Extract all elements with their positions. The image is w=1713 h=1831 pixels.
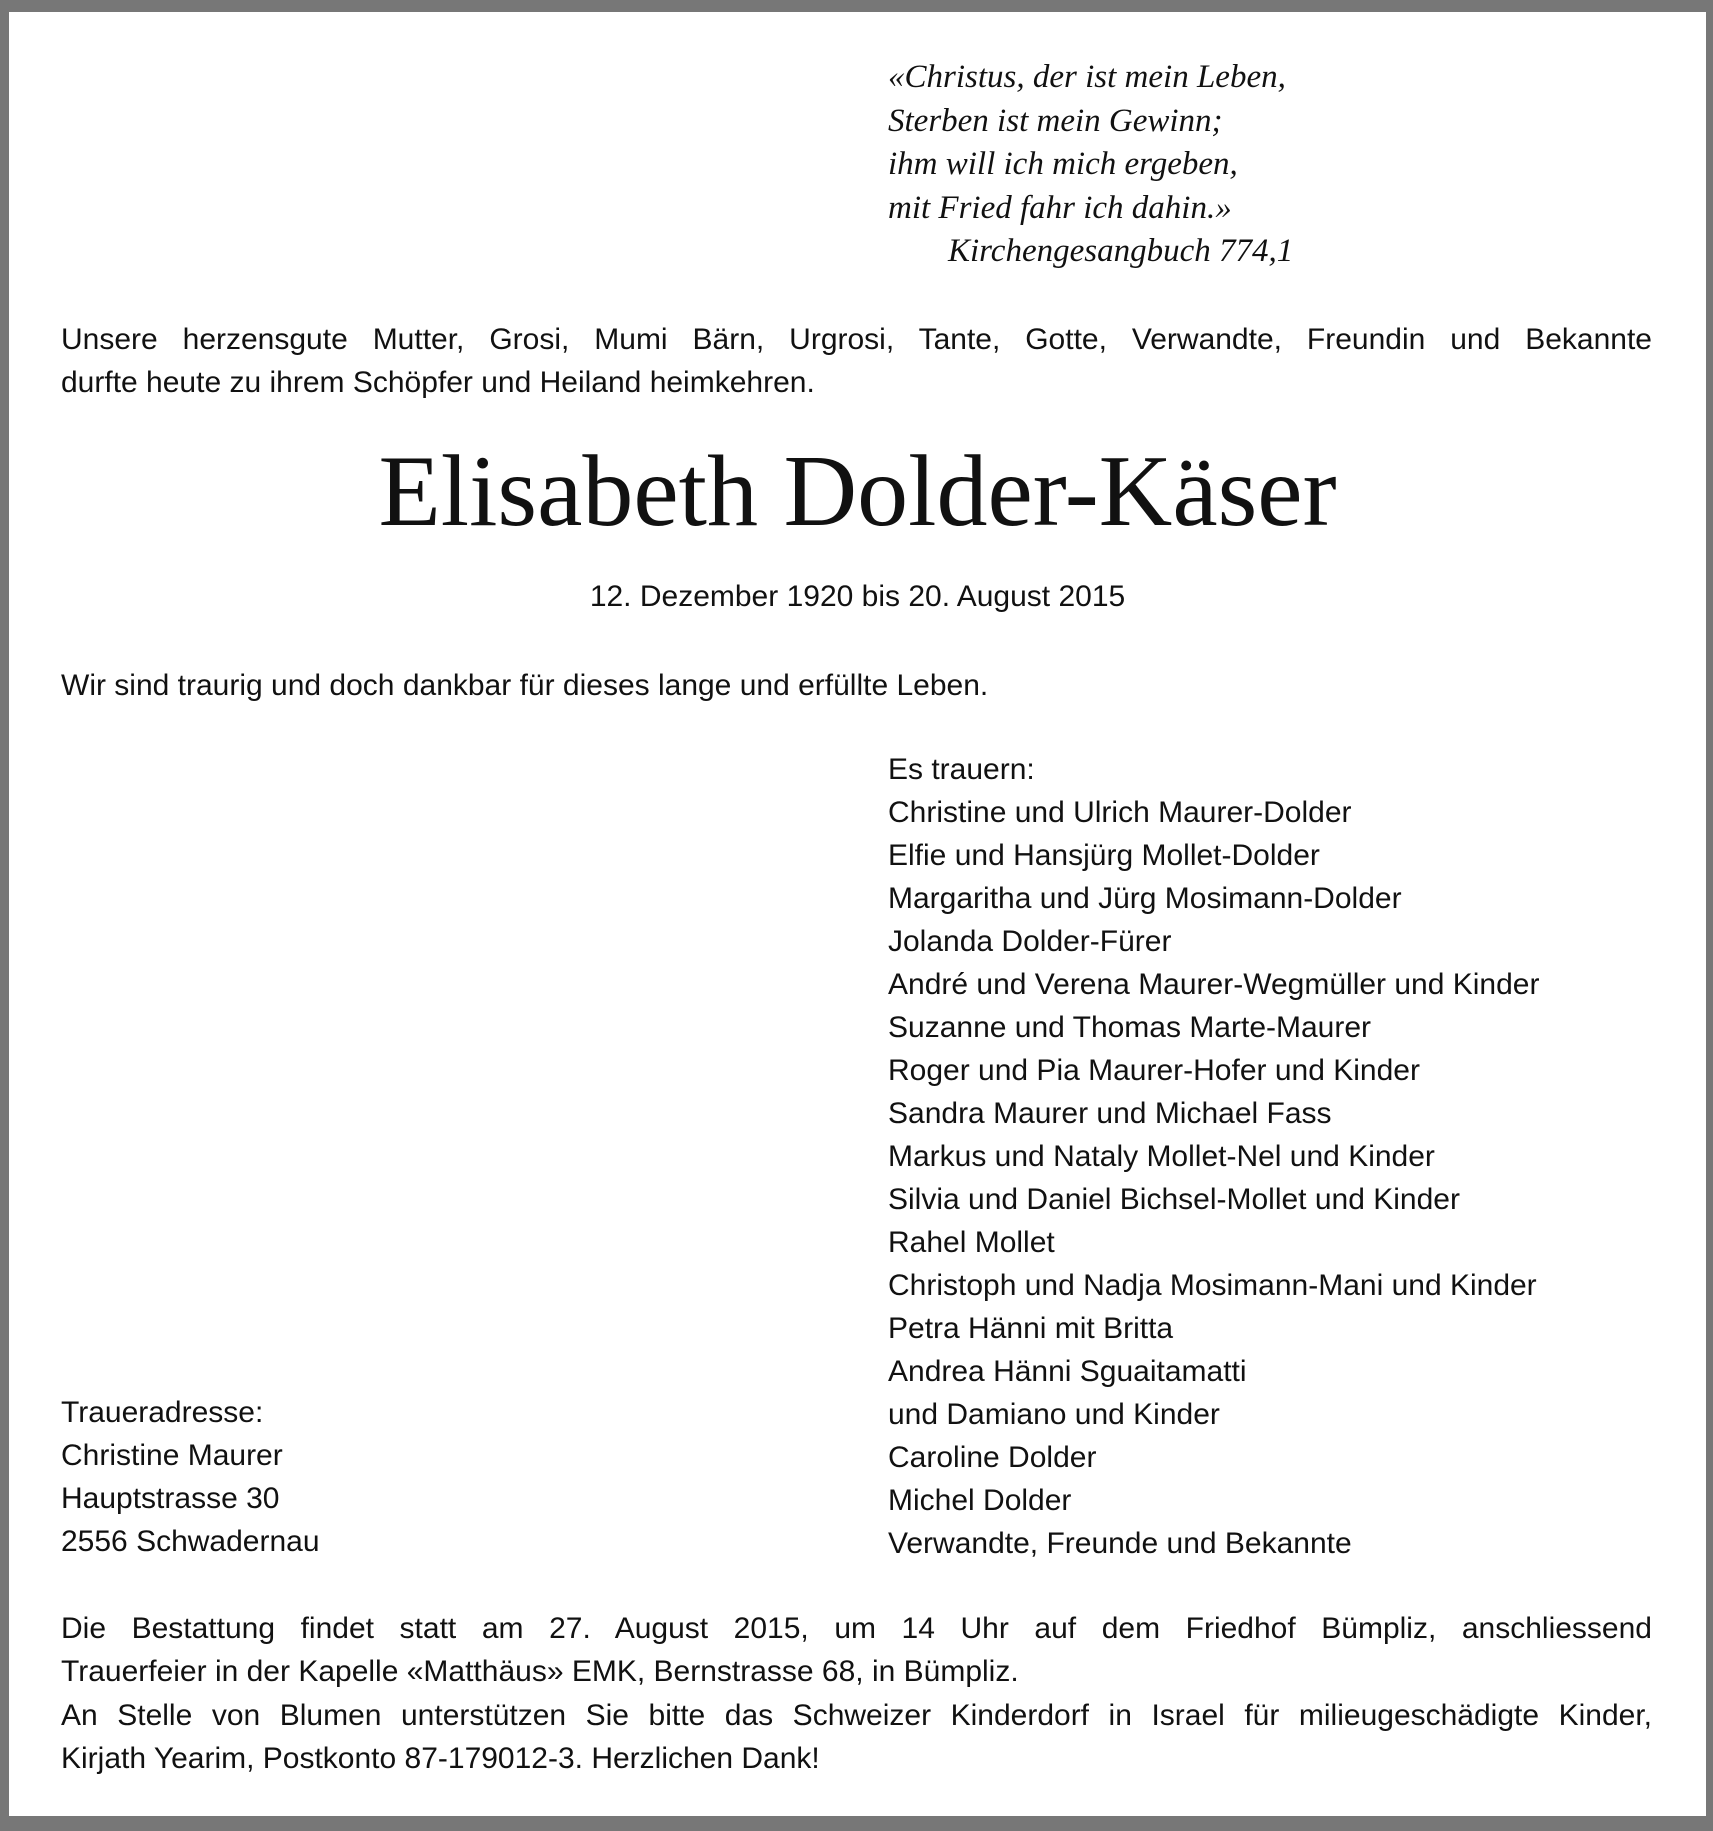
mourner-name: Rahel Mollet — [888, 1226, 1055, 1259]
donation-info — [61, 1694, 1652, 1780]
mourning-address — [61, 1391, 320, 1563]
mourners-list — [888, 748, 1539, 1565]
intro-paragraph — [61, 318, 1652, 404]
mourner-name: Margaritha und Jürg Mosimann-Dolder — [888, 882, 1402, 915]
quote-line: «Christus, der ist mein Leben, — [888, 59, 1286, 95]
deceased-name: Elisabeth Dolder-Käser — [378, 435, 1337, 548]
donation-line: An Stelle von Blumen unterstützen Sie bitte das Schweizer Kinderdorf in Israel für milieugeschädigte Kinder, — [61, 1699, 1652, 1732]
mourner-name: Christoph und Nadja Mosimann-Mani und Kinder — [888, 1269, 1537, 1302]
mourner-name: André und Verena Maurer-Wegmüller und Kinder — [888, 968, 1540, 1001]
quote-line: mit Fried fahr ich dahin.» — [888, 189, 1232, 226]
mourner-name: Christine und Ulrich Maurer-Dolder — [888, 796, 1352, 829]
mourner-name: Verwandte, Freunde und Bekannte — [888, 1527, 1352, 1560]
mourner-name: und Damiano und Kinder — [888, 1398, 1220, 1431]
intro-line: durfte heute zu ihrem Schöpfer und Heiland heimkehren. — [61, 366, 815, 399]
mourner-name: Sandra Maurer und Michael Fass — [888, 1097, 1332, 1130]
obituary-page — [9, 12, 1706, 1816]
mourner-name: Markus und Nataly Mollet-Nel und Kinder — [888, 1140, 1435, 1173]
mourner-name: Michel Dolder — [888, 1484, 1072, 1517]
bible-quote — [888, 56, 1293, 274]
address-street: Hauptstrasse 30 — [61, 1482, 280, 1515]
mourner-name: Elfie und Hansjürg Mollet-Dolder — [888, 839, 1320, 872]
funeral-info — [61, 1607, 1652, 1693]
mourner-name: Petra Hänni mit Britta — [888, 1312, 1174, 1345]
mourners-heading: Es trauern: — [888, 753, 1035, 786]
quote-line: ihm will ich mich ergeben, — [888, 146, 1238, 182]
address-city: 2556 Schwadernau — [61, 1525, 320, 1558]
mourner-name: Caroline Dolder — [888, 1441, 1097, 1474]
funeral-line: Die Bestattung findet statt am 27. August 2015, um 14 Uhr auf dem Friedhof Bümpliz, anschliessend — [61, 1612, 1652, 1645]
intro-line: Unsere herzensgute Mutter, Grosi, Mumi Bärn, Urgrosi, Tante, Gotte, Verwandte, Freundin und Bekannte — [61, 323, 1652, 356]
donation-line: Kirjath Yearim, Postkonto 87-179012-3. Herzlichen Dank! — [61, 1742, 820, 1775]
address-name: Christine Maurer — [61, 1439, 283, 1472]
quote-line: Sterben ist mein Gewinn; — [888, 102, 1223, 139]
mourner-name: Roger und Pia Maurer-Hofer und Kinder — [888, 1054, 1420, 1087]
thanks-line: Wir sind traurig und doch dankbar für dieses lange und erfüllte Leben. — [61, 669, 989, 702]
mourner-name: Andrea Hänni Sguaitamatti — [888, 1355, 1247, 1388]
funeral-line: Trauerfeier in der Kapelle «Matthäus» EMK, Bernstrasse 68, in Bümpliz. — [61, 1655, 1019, 1688]
mourner-name: Suzanne und Thomas Marte-Maurer — [888, 1011, 1372, 1044]
address-label: Traueradresse: — [61, 1396, 264, 1429]
quote-source: Kirchengesangbuch 774,1 — [948, 233, 1294, 269]
mourner-name: Jolanda Dolder-Fürer — [888, 925, 1172, 958]
life-dates: 12. Dezember 1920 bis 20. August 2015 — [589, 580, 1126, 613]
mourner-name: Silvia und Daniel Bichsel-Mollet und Kinder — [888, 1183, 1460, 1216]
